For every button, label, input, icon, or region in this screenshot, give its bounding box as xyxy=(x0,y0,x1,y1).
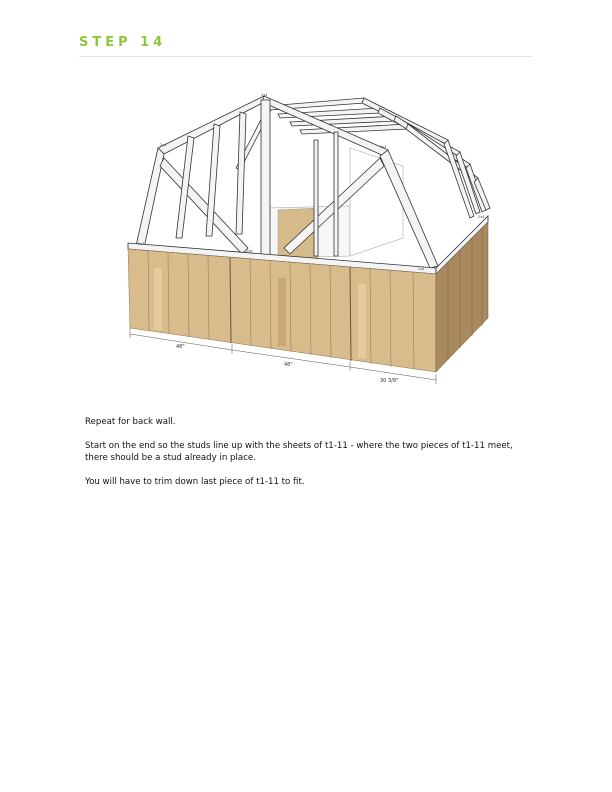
step-title: STEP 14 xyxy=(79,35,167,50)
dimension-label: 48" xyxy=(176,344,185,350)
stud-tag: 2x4 xyxy=(246,249,253,253)
stud-tag: 2x4 xyxy=(418,267,425,271)
shed-frame-illustration xyxy=(118,88,498,388)
dimension-label: 48" xyxy=(284,362,293,368)
stud-tag: 2x4 xyxy=(261,93,268,97)
instruction-paragraph: You will have to trim down last piece of t1-11 to fit. xyxy=(85,477,305,487)
stud-tag: 2x4 xyxy=(160,143,167,147)
instructions xyxy=(85,416,525,500)
header-divider xyxy=(79,56,532,57)
stud-tag: 2x4 xyxy=(380,145,387,149)
dimension-label: 30 3/8" xyxy=(380,378,399,384)
instruction-paragraph: Repeat for back wall. xyxy=(85,417,176,427)
instruction-paragraph: Start on the end so the studs line up with the sheets of t1-11 - where the two pieces of t1-11 meet, there should be a stud already in place. xyxy=(85,441,513,463)
stud-tag: 2x4 xyxy=(138,242,145,246)
stud-tag: 2x4 xyxy=(478,215,485,219)
